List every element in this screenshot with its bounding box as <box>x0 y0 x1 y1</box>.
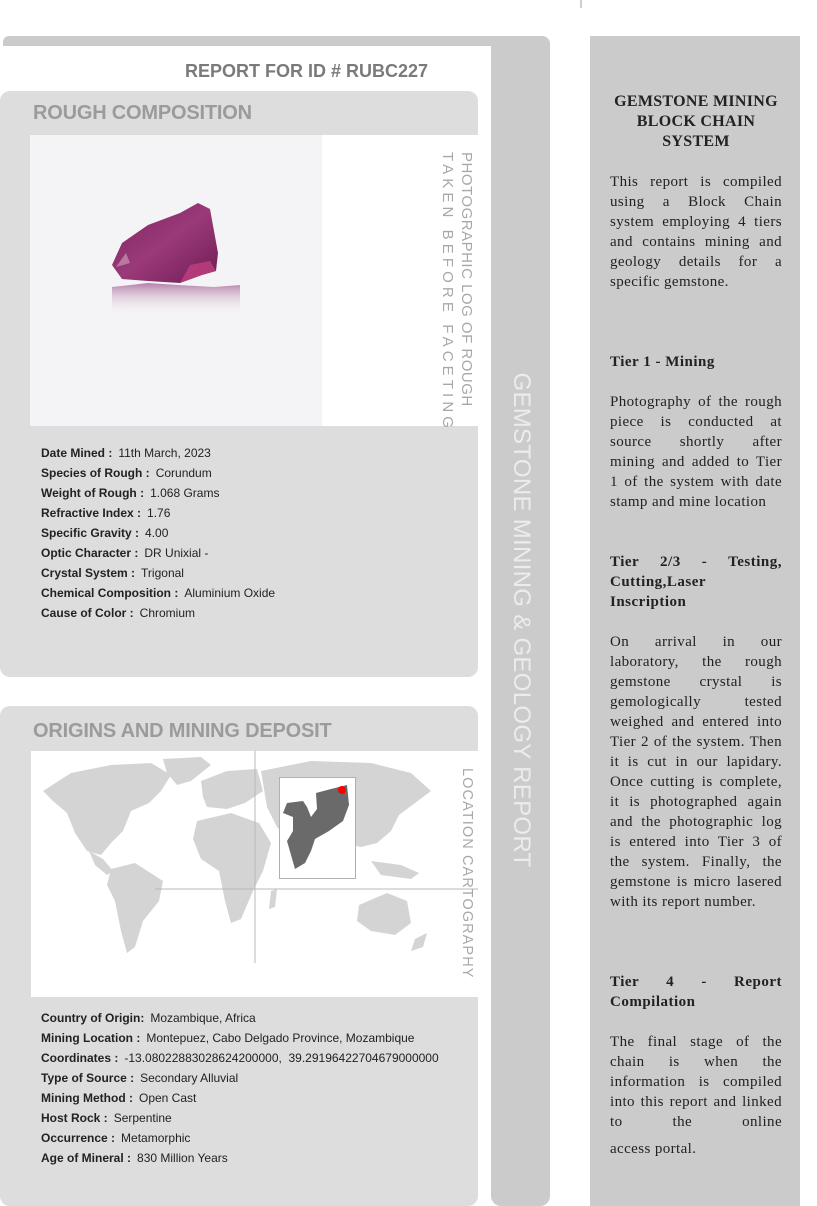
detail-value: Secondary Alluvial <box>140 1071 239 1085</box>
tier4-text-end: access portal. <box>610 1141 697 1157</box>
detail-label: Coordinates : <box>41 1051 119 1065</box>
rough-photo <box>30 135 322 426</box>
detail-host-rock <box>41 1108 439 1128</box>
frame-top-bar <box>3 36 550 46</box>
detail-value: 830 Million Years <box>137 1151 228 1165</box>
detail-coordinates <box>41 1048 439 1068</box>
detail-label: Mining Location : <box>41 1031 141 1045</box>
detail-mining-location <box>41 1028 439 1048</box>
detail-chemical-composition <box>41 583 275 603</box>
world-map-image <box>31 751 478 997</box>
detail-label: Chemical Composition : <box>41 586 179 600</box>
detail-date-mined <box>41 443 275 463</box>
detail-value: 4.00 <box>145 526 169 540</box>
detail-value: Serpentine <box>113 1111 172 1125</box>
detail-specific-gravity <box>41 523 275 543</box>
detail-mining-method <box>41 1088 439 1108</box>
detail-occurrence <box>41 1128 439 1148</box>
detail-crystal-system <box>41 563 275 583</box>
tier23-text: On arrival in our laboratory, the rough gemstone crystal is gemologically tested weighed and entered into Tier 2 of the system. Then it is cut in our lapidary. Once cutting is complete, it is photographed again and the photographic log is entered into Tier 3 of the system. Finally, the gemstone is micro lasered with its report number. <box>610 634 782 910</box>
detail-value: Chromium <box>139 606 196 620</box>
detail-label: Species of Rough : <box>41 466 150 480</box>
detail-species <box>41 463 275 483</box>
detail-label: Country of Origin: <box>41 1011 145 1025</box>
detail-value: Montepuez, Cabo Delgado Province, Mozambique <box>146 1031 415 1045</box>
detail-value: 1.76 <box>147 506 171 520</box>
tier4-text: The final stage of the chain is when the information is compiled into this report and linked to the online <box>610 1034 782 1130</box>
detail-label: Refractive Index : <box>41 506 142 520</box>
detail-label: Specific Gravity : <box>41 526 140 540</box>
map-caption <box>457 768 476 979</box>
blockchain-panel <box>590 36 800 1206</box>
detail-optic-character <box>41 543 275 563</box>
rough-details-list <box>41 443 275 623</box>
detail-label: Date Mined : <box>41 446 113 460</box>
detail-value: Corundum <box>155 466 212 480</box>
blockchain-intro: This report is compiled using a Block Chain system employing 4 tiers and contains mining and geology details for a specific gemstone. <box>610 174 782 290</box>
tier23-heading: Tier 2/3 - Testing, Cutting,Laser Inscription <box>610 554 782 610</box>
detail-cause-of-color <box>41 603 275 623</box>
detail-label: Optic Character : <box>41 546 139 560</box>
detail-value: DR Unixial - <box>144 546 209 560</box>
detail-label: Type of Source : <box>41 1071 135 1085</box>
detail-label: Weight of Rough : <box>41 486 145 500</box>
detail-value: -13.08022883028624200000, 39.29196422704679000000 <box>124 1051 439 1065</box>
detail-weight <box>41 483 275 503</box>
detail-value: 11th March, 2023 <box>118 446 211 460</box>
tier1-heading: Tier 1 - Mining <box>610 354 715 370</box>
report-id-heading: REPORT FOR ID # RUBC227 <box>185 61 429 81</box>
rough-photo-caption <box>438 152 476 432</box>
detail-value: 1.068 Grams <box>150 486 220 500</box>
map-caption-text: LOCATION CARTOGRAPHY <box>459 768 475 979</box>
detail-label: Host Rock : <box>41 1111 108 1125</box>
detail-label: Occurrence : <box>41 1131 116 1145</box>
detail-age-of-mineral <box>41 1148 439 1168</box>
detail-type-of-source <box>41 1068 439 1088</box>
detail-label: Mining Method : <box>41 1091 133 1105</box>
detail-value: Mozambique, Africa <box>150 1011 256 1025</box>
tier4-heading: Tier 4 - Report Compilation <box>610 974 782 1010</box>
rough-caption-line1: PHOTOGRAPHIC LOG OF ROUGH <box>458 152 475 407</box>
origins-details-list <box>41 1008 439 1168</box>
detail-label: Crystal System : <box>41 566 136 580</box>
tier1-text: Photography of the rough piece is conducted at source shortly after mining and added to Tier 1 of the system with date stamp and mine location <box>610 394 782 510</box>
top-divider-tick <box>580 0 582 8</box>
rough-caption-line2: TAKEN BEFORE FACETING <box>439 152 456 433</box>
mine-location-marker <box>338 786 346 794</box>
detail-country <box>41 1008 439 1028</box>
side-banner-text: GEMSTONE MINING & GEOLOGY REPORT <box>507 372 535 868</box>
side-banner <box>491 360 550 880</box>
rough-composition-title: ROUGH COMPOSITION <box>33 102 252 124</box>
detail-label: Cause of Color : <box>41 606 134 620</box>
location-map <box>31 751 478 997</box>
detail-value: Aluminium Oxide <box>184 586 276 600</box>
detail-value: Metamorphic <box>121 1131 191 1145</box>
blockchain-title: GEMSTONE MINING BLOCK CHAIN SYSTEM <box>614 93 778 150</box>
detail-refractive-index <box>41 503 275 523</box>
detail-value: Open Cast <box>138 1091 197 1105</box>
gemstone-image <box>30 135 322 426</box>
detail-label: Age of Mineral : <box>41 1151 132 1165</box>
detail-value: Trigonal <box>141 566 184 580</box>
origins-title: ORIGINS AND MINING DEPOSIT <box>33 720 332 742</box>
